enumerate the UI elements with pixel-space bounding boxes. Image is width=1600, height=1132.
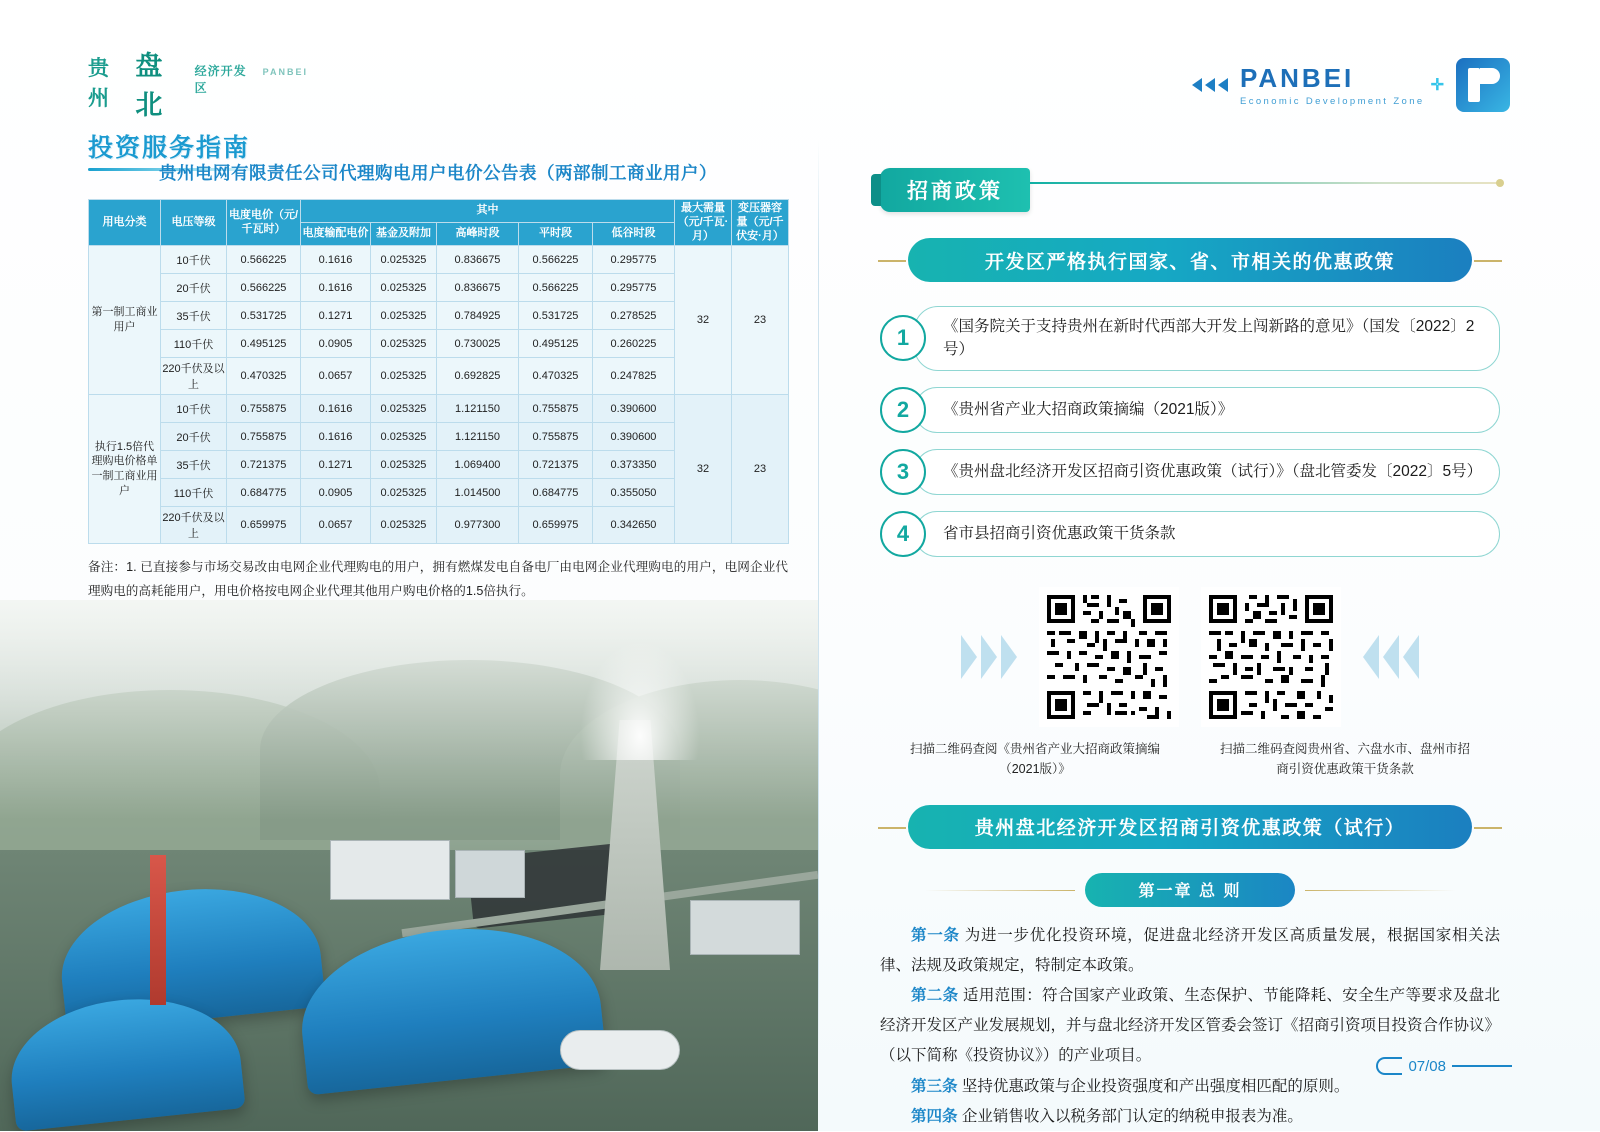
cell-fund: 0.025325 <box>371 479 437 507</box>
cell-price: 0.721375 <box>227 451 301 479</box>
policy-text: 《贵州盘北经济开发区招商引资优惠政策（试行）》（盘北管委发〔2022〕5号） <box>914 449 1500 495</box>
cell-v: 20千伏 <box>161 274 227 302</box>
cell-transfer: 0.1616 <box>301 395 371 423</box>
th-demand: 最大需量（元/千瓦·月） <box>675 200 732 246</box>
cell-category: 第一制工商业用户 <box>89 246 161 395</box>
cell-v: 220千伏及以上 <box>161 358 227 395</box>
cell-price: 0.531725 <box>227 302 301 330</box>
cell-peak: 0.836675 <box>437 246 519 274</box>
clause-label: 第三条 <box>911 1078 962 1095</box>
cell-valley: 0.355050 <box>593 479 675 507</box>
cell-transfer: 0.1616 <box>301 274 371 302</box>
th-group-span: 其中 <box>301 200 675 223</box>
cell-valley: 0.373350 <box>593 451 675 479</box>
th-valley: 低谷时段 <box>593 223 675 246</box>
banner-zone-policy: 贵州盘北经济开发区招商引资优惠政策（试行） <box>908 805 1472 849</box>
clause-label: 第二条 <box>911 987 963 1004</box>
cell-flat: 0.566225 <box>519 246 593 274</box>
banner-national-policies: 开发区严格执行国家、省、市相关的优惠政策 <box>908 238 1472 282</box>
cell-fund: 0.025325 <box>371 358 437 395</box>
qr-code-row <box>880 587 1500 727</box>
cell-price: 0.495125 <box>227 330 301 358</box>
clause-text: 企业销售收入以税务部门认定的纳税申报表为准。 <box>962 1108 1303 1125</box>
policy-item[interactable] <box>880 306 1500 371</box>
cell-transfer: 0.1616 <box>301 246 371 274</box>
qr-captions <box>880 739 1500 779</box>
cell-valley: 0.295775 <box>593 246 675 274</box>
th-voltage: 电压等级 <box>161 200 227 246</box>
ribbon-title: 招商政策 <box>880 168 1030 212</box>
cell-valley: 0.260225 <box>593 330 675 358</box>
cell-fund: 0.025325 <box>371 507 437 544</box>
brand-logo-left <box>88 44 308 124</box>
clause <box>880 921 1500 981</box>
qr-code-incentive-highlights[interactable] <box>1201 587 1341 727</box>
cell-price: 0.470325 <box>227 358 301 395</box>
cell-valley: 0.247825 <box>593 358 675 395</box>
cell-flat: 0.531725 <box>519 302 593 330</box>
column-divider <box>818 140 819 1070</box>
cell-flat: 0.495125 <box>519 330 593 358</box>
chapter-heading: 第一章 总 则 <box>1085 873 1295 907</box>
cell-transfer: 0.0905 <box>301 330 371 358</box>
clause-label: 第四条 <box>911 1108 962 1125</box>
cell-transfer: 0.1616 <box>301 423 371 451</box>
note-line: 备注：1. 已直接参与市场交易改由电网企业代理购电的用户，拥有燃煤发电自备电厂由电网企业代理购电的用户，电网企业代理购电的高耗能用户，用电价格按电网企业代理其他用户购电价格的1.5倍执行。 <box>88 556 788 603</box>
cell-capacity: 23 <box>732 246 789 395</box>
section-ribbon <box>880 168 1500 212</box>
clause-label: 第一条 <box>911 927 965 944</box>
cell-price: 0.755875 <box>227 395 301 423</box>
policy-item[interactable] <box>880 387 1500 433</box>
th-flat: 平时段 <box>519 223 593 246</box>
cell-valley: 0.278525 <box>593 302 675 330</box>
cell-fund: 0.025325 <box>371 302 437 330</box>
logo-text-guide: 投资服务指南 <box>88 128 308 164</box>
th-capacity: 变压器容量（元/千伏安·月） <box>732 200 789 246</box>
cell-transfer: 0.1271 <box>301 302 371 330</box>
cell-peak: 0.977300 <box>437 507 519 544</box>
cell-fund: 0.025325 <box>371 330 437 358</box>
page-arc-icon <box>1376 1057 1402 1075</box>
cell-capacity: 23 <box>732 395 789 544</box>
clause-list <box>880 921 1500 1132</box>
cell-peak: 1.121150 <box>437 423 519 451</box>
cell-valley: 0.390600 <box>593 423 675 451</box>
logo-text-zone: 经济开发区 <box>195 62 259 96</box>
cell-flat: 0.470325 <box>519 358 593 395</box>
chevron-right-icon <box>961 635 1017 679</box>
cell-valley: 0.390600 <box>593 395 675 423</box>
cell-v: 10千伏 <box>161 395 227 423</box>
cell-price: 0.755875 <box>227 423 301 451</box>
policy-number: 4 <box>880 511 926 557</box>
policy-list <box>880 306 1500 557</box>
cell-peak: 0.730025 <box>437 330 519 358</box>
qr-caption-2: 扫描二维码查阅贵州省、六盘水市、盘州市招商引资优惠政策干货条款 <box>1220 739 1470 779</box>
cell-peak: 1.014500 <box>437 479 519 507</box>
table-row <box>89 246 789 274</box>
cell-v: 20千伏 <box>161 423 227 451</box>
cell-v: 35千伏 <box>161 302 227 330</box>
policy-text: 《贵州省产业大招商政策摘编（2021版）》 <box>914 387 1500 433</box>
policy-number: 2 <box>880 387 926 433</box>
panbei-mark-icon <box>1456 58 1510 112</box>
page-number-text: 07/08 <box>1408 1058 1446 1075</box>
cell-valley: 0.295775 <box>593 274 675 302</box>
cell-peak: 0.784925 <box>437 302 519 330</box>
cell-price: 0.566225 <box>227 246 301 274</box>
cell-transfer: 0.0905 <box>301 479 371 507</box>
th-peak: 高峰时段 <box>437 223 519 246</box>
logo-text-panbei: 盘北 <box>135 44 190 122</box>
factory-aerial-photo <box>0 600 818 1131</box>
clause-text: 为进一步优化投资环境，促进盘北经济开发区高质量发展，根据国家相关法律、法规及政策规定，特制定本政策。 <box>880 927 1500 974</box>
clause <box>880 1102 1500 1132</box>
th-transfer: 电度输配电价 <box>301 223 371 246</box>
policy-number: 3 <box>880 449 926 495</box>
cell-peak: 1.069400 <box>437 451 519 479</box>
brand-logo-right <box>1192 50 1510 120</box>
cell-fund: 0.025325 <box>371 395 437 423</box>
cell-valley: 0.342650 <box>593 507 675 544</box>
chevron-left-icon <box>1363 635 1419 679</box>
cell-category: 执行1.5倍代理购电价格单一制工商业用户 <box>89 395 161 544</box>
cell-peak: 0.692825 <box>437 358 519 395</box>
cell-flat: 0.755875 <box>519 423 593 451</box>
cell-transfer: 0.1271 <box>301 451 371 479</box>
cell-v: 10千伏 <box>161 246 227 274</box>
cell-v: 110千伏 <box>161 330 227 358</box>
cell-flat: 0.659975 <box>519 507 593 544</box>
cell-price: 0.684775 <box>227 479 301 507</box>
table-title: 贵州电网有限责任公司代理购电用户电价公告表（两部制工商业用户） <box>88 160 788 185</box>
table-row <box>89 395 789 423</box>
electricity-price-table <box>88 199 789 544</box>
clause-text: 适用范围：符合国家产业政策、生态保护、节能降耗、安全生产等要求及盘北经济开发区产业发展规划，并与盘北经济开发区管委会签订《招商引资项目投资合作协议》（以下简称《投资协议》）的产业项目。 <box>880 987 1500 1064</box>
cell-flat: 0.721375 <box>519 451 593 479</box>
logo-text-pinyin: PANBEI <box>263 67 308 77</box>
th-fund: 基金及附加 <box>371 223 437 246</box>
triple-arrow-icon <box>1192 78 1228 92</box>
cell-demand: 32 <box>675 246 732 395</box>
policy-item[interactable] <box>880 449 1500 495</box>
logo-name: PANBEI <box>1240 63 1425 94</box>
right-column <box>880 168 1500 1132</box>
cell-peak: 0.836675 <box>437 274 519 302</box>
cell-price: 0.659975 <box>227 507 301 544</box>
th-price: 电度电价（元/千瓦时） <box>227 200 301 246</box>
page-number <box>1376 1057 1512 1075</box>
cell-v: 220千伏及以上 <box>161 507 227 544</box>
cell-demand: 32 <box>675 395 732 544</box>
logo-text-province: 贵州 <box>88 52 131 112</box>
cell-fund: 0.025325 <box>371 246 437 274</box>
qr-caption-1: 扫描二维码查阅《贵州省产业大招商政策摘编（2021版）》 <box>910 739 1160 779</box>
plus-icon: ✛ <box>1431 75 1444 95</box>
policy-item[interactable] <box>880 511 1500 557</box>
cell-peak: 1.121150 <box>437 395 519 423</box>
cell-transfer: 0.0657 <box>301 358 371 395</box>
th-category: 用电分类 <box>89 200 161 246</box>
policy-number: 1 <box>880 315 926 361</box>
cell-price: 0.566225 <box>227 274 301 302</box>
cell-flat: 0.684775 <box>519 479 593 507</box>
cell-flat: 0.755875 <box>519 395 593 423</box>
cell-fund: 0.025325 <box>371 451 437 479</box>
cell-flat: 0.566225 <box>519 274 593 302</box>
clause-text: 坚持优惠政策与企业投资强度和产出强度相匹配的原则。 <box>962 1078 1350 1095</box>
cell-fund: 0.025325 <box>371 274 437 302</box>
cell-v: 35千伏 <box>161 451 227 479</box>
cell-transfer: 0.0657 <box>301 507 371 544</box>
logo-subtitle: Economic Development Zone <box>1240 96 1425 107</box>
clause <box>880 1072 1500 1102</box>
policy-text: 省市县招商引资优惠政策干货条款 <box>914 511 1500 557</box>
page-bar-icon <box>1452 1065 1512 1067</box>
cell-v: 110千伏 <box>161 479 227 507</box>
cell-fund: 0.025325 <box>371 423 437 451</box>
qr-code-policy-compilation[interactable] <box>1039 587 1179 727</box>
policy-text: 《国务院关于支持贵州在新时代西部大开发上闯新路的意见》（国发〔2022〕2号） <box>914 306 1500 371</box>
